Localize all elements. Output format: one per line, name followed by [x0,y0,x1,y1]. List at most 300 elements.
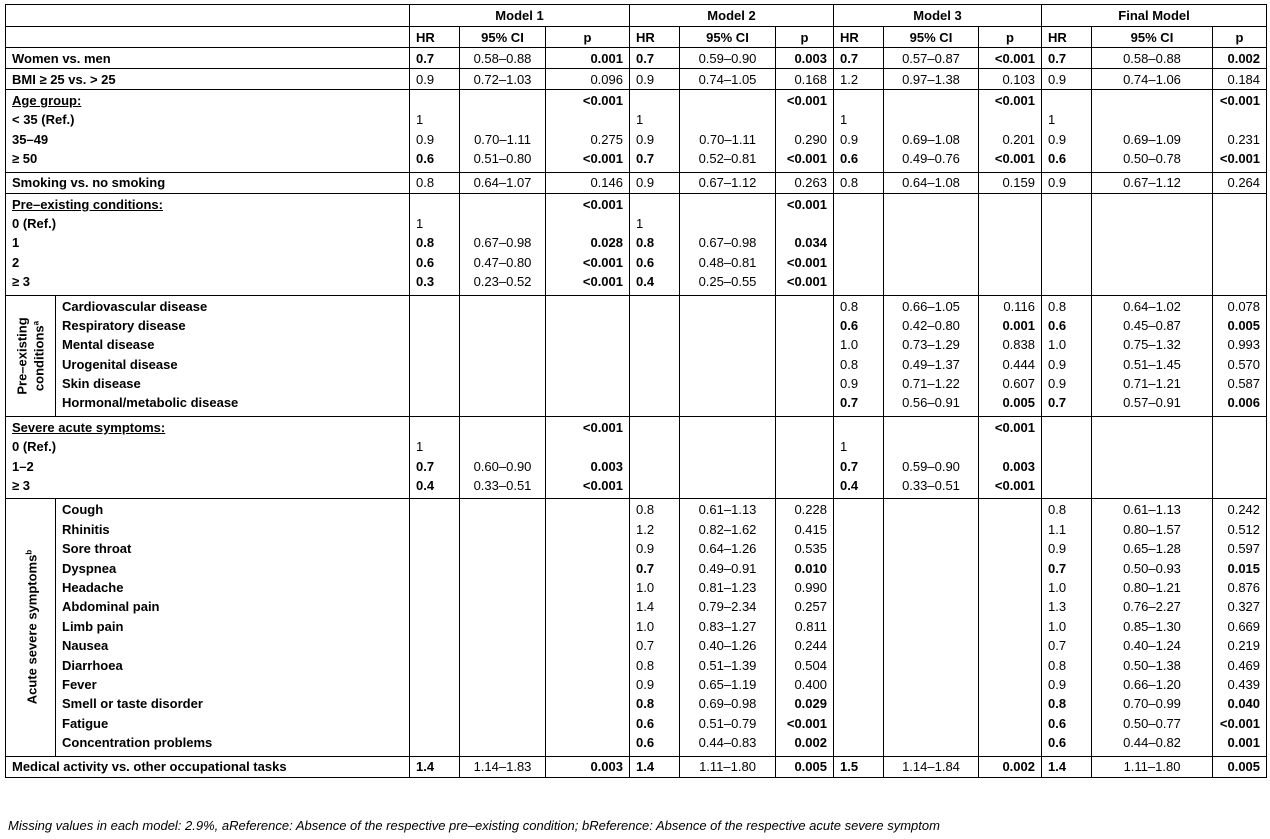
bmi-row-label: BMI ≥ 25 vs. > 25 [6,69,410,90]
model-header-row [6,5,1267,27]
p-value: <0.001 [786,254,827,270]
hr-value: 0.9 [636,676,655,692]
ci-value [686,195,769,214]
hr-value: 0.9 [1048,356,1067,372]
preexisting-detail-rows-labels [56,295,410,416]
ci-values [680,499,776,756]
hr-value: 0.6 [840,317,859,333]
hr-value: 0.6 [636,254,655,270]
p-header: p [1213,27,1267,48]
model-3-header: Model 3 [834,5,1042,27]
ci-value: 0.64–1.02 [1123,298,1181,314]
ci-value [466,195,539,214]
hr-value: 1 [840,112,848,128]
ci-value: 0.65–1.28 [1123,541,1181,557]
p-value: 0.010 [794,560,827,576]
p-value: <0.001 [786,274,827,290]
p-value: 0.002 [1213,48,1267,69]
hr-value: 1.0 [1048,579,1067,595]
p-value: 0.231 [1227,131,1261,147]
hr-values [834,295,884,416]
side-label-sup: a [30,320,40,326]
p-values [776,295,834,416]
hr-values [410,416,460,499]
hr-value: 1.4 [630,756,680,777]
row-label: Diarrhoea [62,657,123,673]
ci-value: 0.33–0.51 [902,478,960,494]
p-value: 0.003 [546,756,630,777]
ci-value: 0.69–1.09 [1123,131,1181,147]
hr-value: 0.7 [636,638,655,654]
women-vs-men-row [6,48,1267,69]
row-label: ≥ 3 [12,478,30,494]
hr-value: 0.9 [636,131,655,147]
ci-value [686,214,769,233]
ci-value: 0.50–0.93 [1123,560,1181,576]
hr-value [416,418,453,437]
ci-values [460,193,546,295]
ci-value: 0.69–1.08 [902,131,960,147]
ci-value: 0.51–0.80 [473,151,532,167]
ci-value: 0.61–1.13 [698,502,757,518]
p-value: 0.184 [1213,69,1267,90]
hr-value: 0.9 [1048,676,1067,692]
hr-value: 1 [416,112,424,128]
row-label: Headache [62,579,124,595]
ci-value: 0.64–1.07 [460,172,546,193]
p-value: 0.990 [794,579,827,595]
hr-value: 1.0 [636,618,655,634]
p-value: 0.146 [546,172,630,193]
ci-value: 0.40–1.24 [1123,638,1181,654]
hr-value: 0.9 [630,172,680,193]
hr-header: HR [834,27,884,48]
ci-value: 0.67–0.98 [473,235,532,251]
p-value: 0.005 [1002,395,1035,411]
hr-value: 0.7 [630,48,680,69]
p-values [1213,90,1267,173]
p-values [776,90,834,173]
row-label: Urogenital disease [62,356,178,372]
ci-values [460,90,546,173]
row-label: 1–2 [12,458,34,474]
p-values [979,416,1042,499]
ci-value [686,91,769,110]
p-value: 0.327 [1227,599,1261,615]
row-label: 35–49 [12,131,49,147]
smoking-row-label: Smoking vs. no smoking [6,172,410,193]
ci-value: 0.59–0.90 [680,48,776,69]
ci-value: 0.44–0.82 [1123,735,1181,751]
hr-values [630,499,680,756]
hr-value: 0.7 [636,560,655,576]
p-value: 0.415 [794,521,827,537]
ci-value: 0.64–1.26 [698,541,757,557]
side-label-line: Acute severe symptoms [24,555,40,705]
row-label: Fatigue [62,715,109,731]
p-value: 0.006 [1227,395,1261,411]
p-value [985,437,1035,456]
symptom-detail-rows [6,499,1267,756]
hr-value: 1 [416,215,424,231]
ci-value: 0.71–1.22 [902,376,960,392]
ci-value: 0.67–1.12 [1092,172,1213,193]
ci-values [884,295,979,416]
ci-values [884,90,979,173]
hr-value: 0.9 [630,69,680,90]
ci-value: 0.70–1.11 [699,131,756,147]
ci-value: 0.23–0.52 [473,274,532,290]
p-value: 0.993 [1227,337,1261,353]
hr-value: 0.7 [834,48,884,69]
ci-values [680,416,776,499]
hr-value [1048,91,1085,110]
p-value: 0.587 [1227,376,1261,392]
p-values [776,416,834,499]
hr-value: 0.8 [636,696,655,712]
p-values [546,193,630,295]
hr-value: 0.8 [840,356,859,372]
hr-value: 0.9 [636,541,655,557]
ci-value: 0.66–1.05 [902,298,960,314]
preexisting-detail-rows [6,295,1267,416]
hr-value: 0.6 [636,715,655,731]
row-label: Hormonal/metabolic disease [62,395,239,411]
p-value: <0.001 [786,151,827,167]
row-label: Limb pain [62,618,124,634]
ci-value [1098,110,1206,129]
smoking-row [6,172,1267,193]
hr-value: 1.0 [1048,337,1067,353]
ci-value: 0.64–1.08 [884,172,979,193]
hr-value: 0.8 [1048,657,1067,673]
p-value [782,110,827,129]
hr-value: 0.6 [1048,151,1067,167]
hr-value: 1.2 [834,69,884,90]
p-value: 0.876 [1227,579,1261,595]
ci-value: 0.49–0.91 [698,560,757,576]
row-label: < 35 (Ref.) [12,112,75,128]
row-label: Respiratory disease [62,317,186,333]
hr-value: 1 [416,439,424,455]
p-header: p [546,27,630,48]
preexisting-detail-rows-side-label [6,295,56,416]
hr-header: HR [630,27,680,48]
ci-value: 0.67–1.12 [680,172,776,193]
ci-value: 0.51–1.45 [1123,356,1181,372]
ci-value: 0.71–1.21 [1123,376,1181,392]
p-value: 0.263 [776,172,834,193]
ci-value [686,110,769,129]
hr-value: 0.6 [1048,735,1067,751]
p-value: <0.001 [582,274,623,290]
medical-activity-row-label: Medical activity vs. other occupational tasks [6,756,410,777]
p-values [979,499,1042,756]
ci-value: 0.75–1.32 [1123,337,1181,353]
hr-value: 1.2 [636,521,655,537]
p-value: 0.838 [1002,337,1035,353]
hr-value: 0.9 [1042,69,1092,90]
p-value: 0.264 [1213,172,1267,193]
hr-value: 0.7 [1042,48,1092,69]
row-label: Dyspnea [62,560,117,576]
row-label: 2 [12,254,20,270]
hr-values [630,295,680,416]
ci-value: 0.67–0.98 [698,235,757,251]
p-value: 0.444 [1002,356,1035,372]
ci-value: 0.97–1.38 [884,69,979,90]
p-value: 0.005 [776,756,834,777]
p-value: 0.029 [794,696,827,712]
hr-value: 0.4 [636,274,655,290]
hr-value: 0.9 [410,69,460,90]
ci-value: 0.44–0.83 [698,735,757,751]
row-label: Rhinitis [62,521,110,537]
p-value: 0.005 [1213,756,1267,777]
p-value: 0.607 [1002,376,1035,392]
ci-value: 0.83–1.27 [698,618,757,634]
ci-value: 0.58–0.88 [460,48,546,69]
hr-values [630,90,680,173]
hr-value: 0.8 [834,172,884,193]
row-label: Pre–existing conditions: [12,196,163,212]
ci-values [680,90,776,173]
hr-value: 1 [1048,112,1056,128]
p-value: 0.003 [590,458,623,474]
ci-value: 0.50–1.38 [1123,657,1181,673]
model-1-header: Model 1 [410,5,630,27]
hr-value [416,91,453,110]
p-value: 0.439 [1227,676,1261,692]
ci-value [890,110,972,129]
p-value: 0.535 [794,541,827,557]
hr-values [410,499,460,756]
p-value: <0.001 [582,93,623,108]
ci-value [890,437,972,456]
p-value [1219,110,1260,129]
hr-value: 0.4 [416,478,435,494]
hr-value: 1.3 [1048,599,1067,615]
p-header: p [979,27,1042,48]
hr-value: 0.3 [416,274,435,290]
hr-value: 1 [636,215,644,231]
p-value: 0.001 [1002,317,1035,333]
ci-value: 0.57–0.87 [884,48,979,69]
ci-header: 95% CI [460,27,546,48]
hr-value: 0.6 [1048,317,1067,333]
hr-value: 0.6 [416,151,435,167]
hr-value: 0.8 [416,235,435,251]
p-value: 0.116 [1003,298,1035,314]
ci-value: 0.48–0.81 [698,254,757,270]
hr-value: 0.6 [416,254,435,270]
p-value: 0.005 [1227,317,1261,333]
p-value: 0.001 [1227,735,1261,751]
ci-value: 0.69–0.98 [698,696,757,712]
hr-values [1042,193,1092,295]
hr-values [1042,416,1092,499]
p-value: 0.168 [776,69,834,90]
p-value [985,110,1035,129]
hr-values [630,416,680,499]
model-2-header: Model 2 [630,5,834,27]
women-vs-men-row-label: Women vs. men [6,48,410,69]
hr-values [410,193,460,295]
ci-value [466,91,539,110]
ci-header: 95% CI [680,27,776,48]
hr-value: 0.8 [1048,502,1067,518]
ci-values [680,193,776,295]
p-value: 0.028 [590,235,623,251]
ci-value: 0.59–0.90 [902,458,960,474]
p-value: 0.001 [546,48,630,69]
hr-value: 1.1 [1048,521,1067,537]
row-label: 0 (Ref.) [12,215,57,231]
corner-cell [6,5,410,27]
p-value [552,214,623,233]
hr-value: 1.4 [1042,756,1092,777]
ci-values [1092,499,1213,756]
hr-value: 0.7 [416,458,435,474]
ci-value [466,418,539,437]
ci-value: 0.58–0.88 [1092,48,1213,69]
p-value: 0.159 [979,172,1042,193]
p-value: 0.597 [1227,541,1261,557]
hr-value: 0.8 [1048,298,1067,314]
p-values [979,193,1042,295]
hr-value: 0.8 [410,172,460,193]
p-values [1213,499,1267,756]
ci-value: 1.11–1.80 [1092,756,1213,777]
p-value: 0.219 [1227,638,1261,654]
p-value: 0.002 [794,735,827,751]
side-label-line: Pre–existing [13,317,29,395]
p-value: 0.400 [794,676,827,692]
hr-value: 0.9 [1048,376,1067,392]
hr-value: 0.9 [1048,541,1067,557]
ci-value: 0.73–1.29 [902,337,960,353]
ci-value: 1.14–1.83 [460,756,546,777]
p-value: <0.001 [786,715,827,731]
ci-value: 0.33–0.51 [473,478,532,494]
p-value: 0.512 [1227,521,1261,537]
p-values [1213,295,1267,416]
hr-value: 0.4 [840,478,859,494]
p-value: <0.001 [979,48,1042,69]
ci-value: 0.70–1.11 [474,131,531,147]
hr-value: 0.8 [1048,696,1067,712]
hr-header: HR [410,27,460,48]
p-value: 0.096 [546,69,630,90]
hr-value [636,91,673,110]
ci-value: 1.14–1.84 [884,756,979,777]
p-values [546,416,630,499]
ci-values [680,295,776,416]
p-value: <0.001 [582,196,623,212]
p-value: <0.001 [582,254,623,270]
preexisting-rows-labels [6,193,410,295]
p-value: <0.001 [994,93,1035,108]
p-value: 0.669 [1227,618,1261,634]
p-values [546,499,630,756]
p-value: 0.103 [979,69,1042,90]
p-value: 0.242 [1227,502,1261,518]
hr-header: HR [1042,27,1092,48]
symptom-detail-rows-side-label [6,499,56,756]
hr-value: 1 [636,112,644,128]
ci-values [1092,295,1213,416]
p-value: 0.570 [1227,356,1261,372]
preexisting-detail-rows-side-label-text [15,317,46,394]
hr-value: 0.7 [1048,560,1067,576]
ci-value: 1.11–1.80 [680,756,776,777]
symptom-detail-rows-side-label-text [22,550,39,704]
side-label-sup: b [23,550,33,556]
p-values [979,90,1042,173]
p-values [1213,416,1267,499]
row-label: ≥ 50 [12,151,38,167]
ci-values [1092,193,1213,295]
row-label: 1 [12,235,20,251]
p-value: 0.257 [794,599,827,615]
hr-values [410,90,460,173]
p-value: 0.244 [794,638,827,654]
ci-value: 0.52–0.81 [698,151,757,167]
hr-values [1042,295,1092,416]
p-value [552,110,623,129]
hr-value: 1.0 [636,579,655,595]
results-table [5,4,1267,778]
row-label: Fever [62,676,97,692]
hr-value: 0.7 [636,151,655,167]
final-model-header: Final Model [1042,5,1267,27]
footnote: Missing values in each model: 2.9%, aReference: Absence of the respective pre–existing condition; bReference: Absence of the respective acute severe symptom [8,818,940,833]
ci-values [460,416,546,499]
age-group-rows-labels [6,90,410,173]
ci-value: 0.70–0.99 [1123,696,1181,712]
hr-value: 0.7 [1048,638,1067,654]
hr-value [416,195,453,214]
row-label: Cardiovascular disease [62,298,208,314]
hr-values [410,295,460,416]
hr-value: 0.7 [840,458,859,474]
hr-value: 1.0 [1048,618,1067,634]
ci-value: 0.65–1.19 [698,676,757,692]
hr-value: 0.9 [1042,172,1092,193]
row-label: Nausea [62,638,109,654]
ci-value: 0.50–0.77 [1123,715,1181,731]
ci-value: 0.45–0.87 [1123,317,1181,333]
hr-value [840,418,877,437]
ci-value: 0.74–1.05 [680,69,776,90]
hr-value: 0.6 [636,735,655,751]
hr-value: 1.4 [410,756,460,777]
p-value [782,214,827,233]
ci-header: 95% CI [1092,27,1213,48]
hr-value: 1.5 [834,756,884,777]
p-value: 0.290 [794,131,827,147]
hr-values [834,90,884,173]
hr-value: 1.4 [636,599,655,615]
ci-value: 0.25–0.55 [698,274,757,290]
p-value: <0.001 [582,419,623,435]
p-value: <0.001 [786,93,827,108]
hr-values [1042,90,1092,173]
hr-value: 0.8 [840,298,859,314]
ci-value: 0.51–1.39 [698,657,757,673]
ci-value: 0.80–1.21 [1123,579,1181,595]
row-label: Severe acute symptoms: [12,419,166,435]
